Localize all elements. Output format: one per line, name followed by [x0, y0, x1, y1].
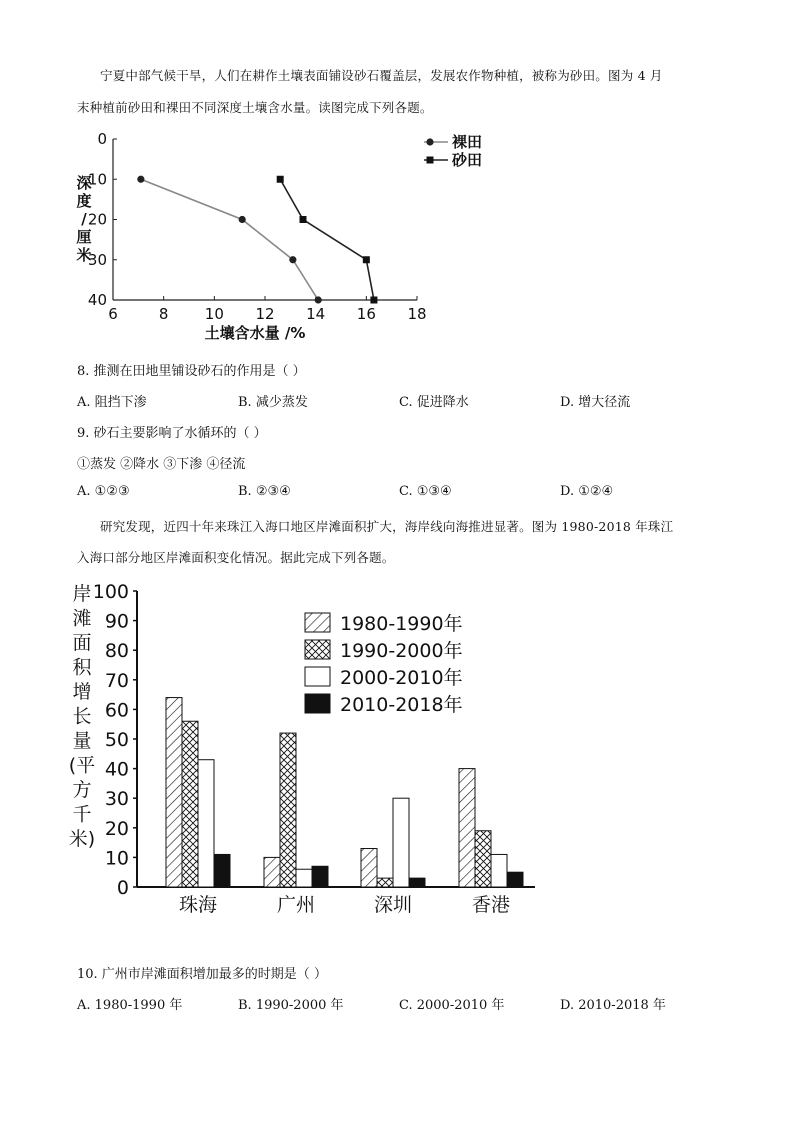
chart1-point-sand: [370, 297, 377, 304]
chart1-point-bare: [289, 256, 296, 263]
chart2-y-label-char: 千: [72, 803, 92, 826]
chart2-bar-3-1: [361, 849, 377, 887]
chart1-legend-marker: [426, 138, 433, 145]
chart2-y-label-char: 积: [72, 656, 92, 679]
chart2-y-tick-label: 20: [104, 817, 129, 840]
chart2-y-label-char: 长: [72, 705, 92, 728]
chart2-legend-swatch: [305, 640, 330, 659]
chart2-y-tick-label: 80: [104, 640, 129, 663]
chart1-x-tick-label: 16: [356, 305, 376, 323]
passage1-line1: 宁夏中部气候干旱，人们在耕作土壤表面铺设砂石覆盖层，发展农作物种植，被称为砂田。图为 4 月: [100, 68, 663, 83]
chart2-bar-3-2: [377, 878, 393, 887]
chart2-bar-2-2: [280, 733, 296, 887]
chart1-point-bare: [239, 216, 246, 223]
chart1-point-bare: [137, 176, 144, 183]
chart1-x-tick-label: 18: [407, 305, 427, 323]
chart1-y-label-char: 米: [76, 246, 92, 264]
chart2-y-axis-label: [69, 583, 95, 850]
chart2-y-tick-label: 60: [104, 699, 129, 722]
chart2-legend-label: 2010-2018年: [340, 694, 463, 716]
chart1-x-tick-label: 14: [306, 305, 326, 323]
chart2-legend-swatch: [305, 694, 330, 713]
chart1-y-tick-label: 30: [87, 250, 107, 269]
chart2-bar-1-3: [198, 760, 214, 887]
chart2-category-label: 香港: [471, 894, 511, 916]
chart1-point-bare: [315, 296, 322, 303]
chart2-bar-3-3: [393, 798, 409, 887]
chart2-bar-4-1: [459, 769, 475, 887]
chart1-legend-label: 裸田: [452, 133, 483, 151]
question-9-stem: 9. 砂石主要影响了水循环的（ ）: [77, 426, 267, 441]
chart1-legend-label: 砂田: [452, 151, 483, 169]
q10-option-d[interactable]: D. 2010-2018 年: [560, 998, 666, 1013]
chart2-bar-2-1: [264, 857, 280, 887]
q8-option-a[interactable]: A. 阻挡下渗: [77, 395, 147, 410]
chart2-y-label-char: 面: [72, 632, 92, 654]
q10-option-b[interactable]: B. 1990-2000 年: [238, 998, 344, 1013]
chart1-y-tick-label: 0: [97, 130, 107, 148]
chart2-category-label: 广州: [276, 894, 316, 916]
chart2-bar-1-4: [214, 854, 230, 887]
chart2-y-label-char: (平: [68, 754, 96, 777]
chart2-category-label: 珠海: [178, 894, 218, 916]
chart1-y-tick-label: 20: [87, 210, 107, 229]
chart2-y-tick-label: 90: [104, 610, 129, 633]
chart2-legend-label: 2000-2010年: [340, 667, 463, 689]
chart1-point-sand: [363, 256, 370, 263]
q9-option-a[interactable]: A. ①②③: [77, 484, 130, 499]
q9-option-b[interactable]: B. ②③④: [238, 484, 291, 499]
chart2-y-label-char: 量: [72, 730, 92, 752]
chart1-point-sand: [277, 176, 284, 183]
question-9-items: ①蒸发 ②降水 ③下渗 ④径流: [77, 457, 246, 472]
chart1-y-tick-label: 10: [87, 170, 107, 189]
q8-option-b[interactable]: B. 减少蒸发: [238, 395, 308, 410]
chart1-y-label-char: 厘: [76, 228, 92, 246]
chart2-bar-2-3: [296, 869, 312, 887]
chart2-category-label: 深圳: [373, 894, 413, 916]
chart1-y-label-char: 度: [76, 192, 92, 210]
question-8-stem: 8. 推测在田地里铺设砂石的作用是（ ）: [77, 364, 306, 379]
passage2-line1: 研究发现，近四十年来珠江入海口地区岸滩面积扩大，海岸线向海推进显著。图为 1980-2018 年珠江: [100, 519, 674, 534]
chart1-legend-marker: [427, 157, 434, 164]
q10-option-c[interactable]: C. 2000-2010 年: [399, 998, 505, 1013]
beach-area-chart: [60, 578, 550, 923]
chart2-bar-4-4: [507, 872, 523, 887]
chart2-bar-4-3: [491, 854, 507, 887]
q10-option-a[interactable]: A. 1980-1990 年: [77, 998, 183, 1013]
chart2-y-label-char: 方: [72, 779, 92, 801]
chart2-y-label-char: 增: [72, 681, 92, 703]
chart2-legend-swatch: [305, 613, 330, 632]
chart1-x-tick-label: 10: [204, 305, 224, 323]
q8-option-c[interactable]: C. 促进降水: [399, 395, 469, 410]
chart2-y-tick-label: 50: [104, 729, 129, 751]
passage1-line2: 末种植前砂田和裸田不同深度土壤含水量。读图完成下列各题。: [77, 100, 433, 115]
chart2-bar-1-1: [166, 698, 182, 887]
chart1-y-label-char: 深: [76, 174, 92, 192]
chart2-y-label-char: 滩: [72, 607, 92, 630]
chart1-x-tick-label: 8: [158, 305, 169, 323]
chart2-legend-label: 1980-1990年: [340, 613, 463, 635]
question-10-stem: 10. 广州市岸滩面积增加最多的时期是（ ）: [77, 967, 327, 982]
chart2-legend-swatch: [305, 667, 330, 686]
chart2-y-label-char: 岸: [72, 583, 92, 605]
chart1-y-tick-label: 40: [87, 291, 107, 309]
chart2-bar-4-2: [475, 831, 491, 887]
chart1-x-tick-label: 6: [108, 305, 118, 323]
passage2-line2: 入海口部分地区岸滩面积变化情况。据此完成下列各题。: [77, 550, 395, 565]
q9-option-d[interactable]: D. ①②④: [560, 484, 614, 499]
q9-option-c[interactable]: C. ①③④: [399, 484, 452, 499]
chart2-bar-1-2: [182, 721, 198, 887]
chart2-y-tick-label: 100: [92, 581, 129, 603]
chart1-x-tick-label: 12: [255, 305, 275, 323]
chart2-bar-2-4: [312, 866, 328, 887]
chart2-y-tick-label: 0: [116, 877, 129, 899]
chart2-y-tick-label: 70: [104, 669, 129, 692]
chart2-bar-3-4: [409, 878, 425, 887]
chart2-y-tick-label: 40: [104, 758, 129, 781]
chart2-legend-label: 1990-2000年: [340, 640, 463, 662]
q8-option-d[interactable]: D. 增大径流: [560, 395, 631, 410]
chart2-y-tick-label: 30: [104, 788, 129, 811]
chart2-y-label-char: 米): [68, 828, 96, 850]
soil-moisture-chart: [70, 128, 500, 348]
chart1-y-label-char: /: [81, 210, 87, 228]
chart1-series-line-bare: [141, 179, 318, 300]
chart1-point-sand: [300, 216, 307, 223]
chart1-x-axis-label: 土壤含水量 /%: [204, 324, 306, 342]
chart1-series-line-sand: [280, 179, 374, 300]
chart2-y-tick-label: 10: [104, 847, 129, 870]
